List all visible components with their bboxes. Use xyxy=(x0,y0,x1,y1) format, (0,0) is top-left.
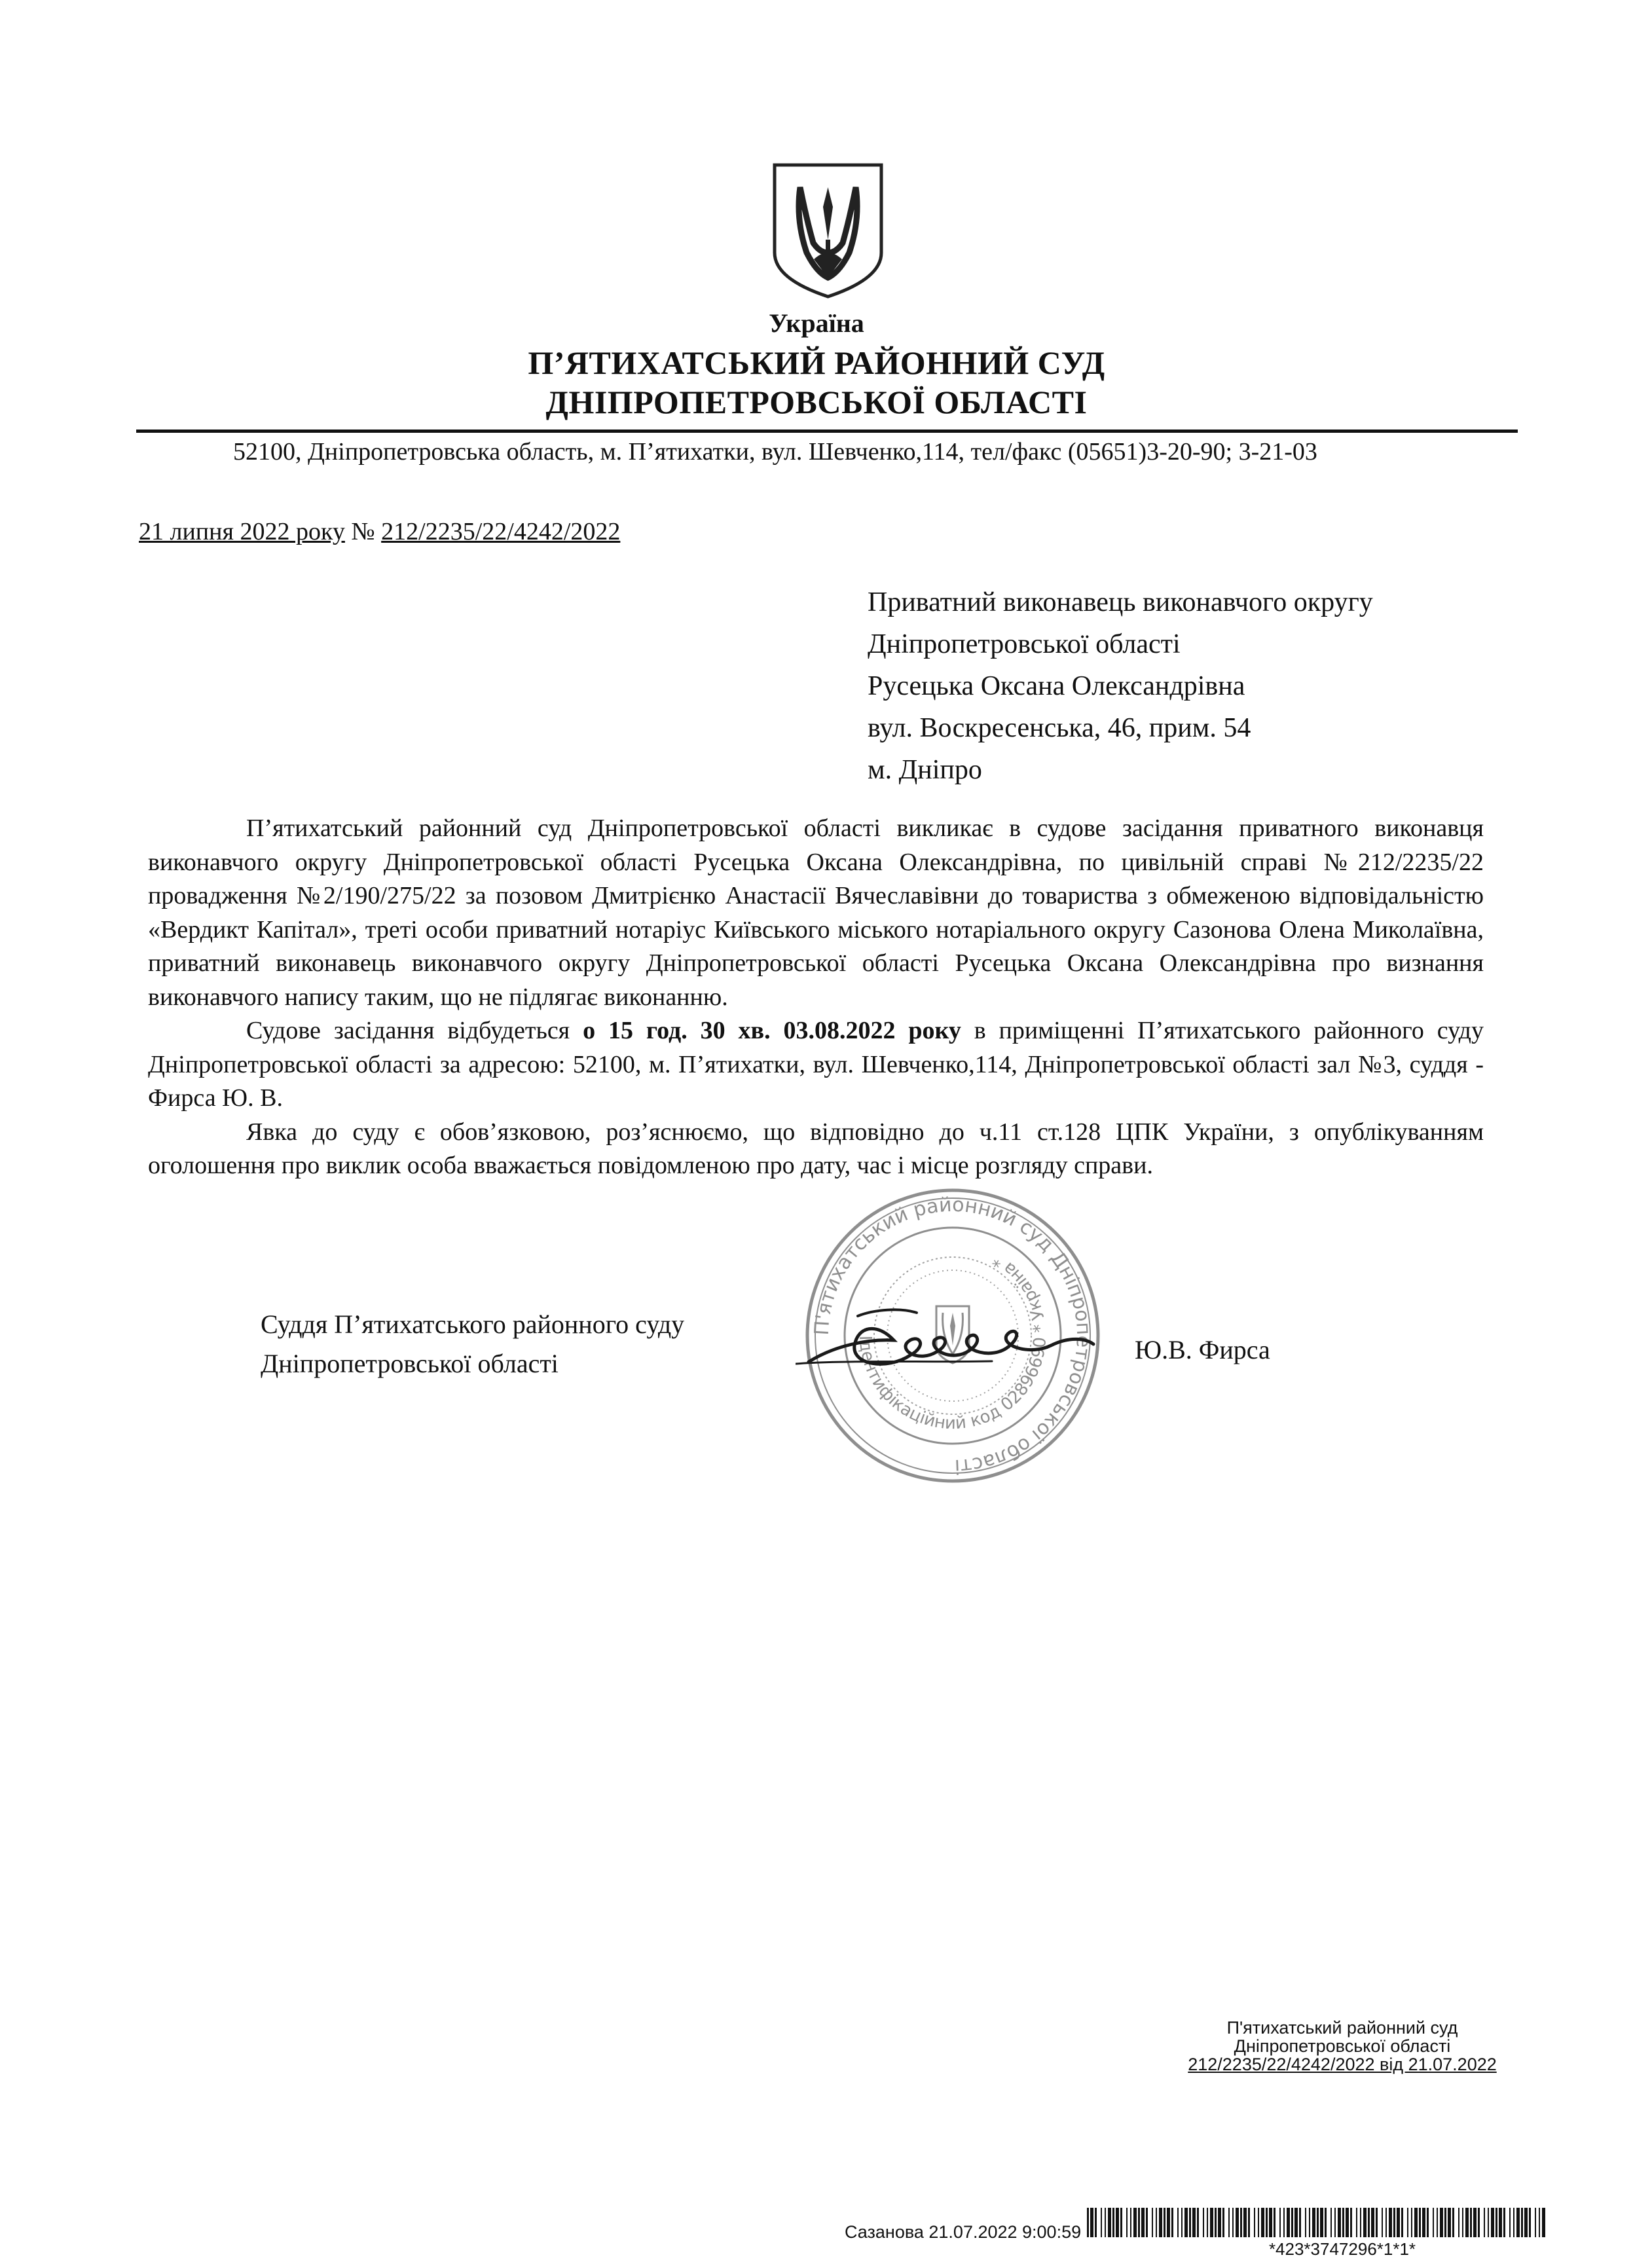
barcode-bar xyxy=(1269,2208,1272,2237)
barcode-bar xyxy=(1105,2208,1106,2237)
barcode-bar xyxy=(1197,2208,1199,2237)
handwritten-signature xyxy=(796,1300,1103,1385)
barcode-bar xyxy=(1539,2208,1540,2237)
barcode-bar xyxy=(1130,2208,1131,2237)
barcode-bar xyxy=(1274,2208,1275,2237)
hearing-datetime: о 15 год. 30 хв. 03.08.2022 року xyxy=(583,1017,961,1044)
barcode-bar xyxy=(1309,2208,1310,2237)
barcode-bar xyxy=(1095,2208,1097,2237)
barcode-bar xyxy=(1222,2208,1224,2237)
barcode-bar xyxy=(1189,2208,1191,2237)
barcode-bar xyxy=(1243,2208,1247,2237)
barcode-bar xyxy=(1346,2208,1349,2237)
barcode-bar xyxy=(1152,2208,1153,2237)
barcode-bar xyxy=(1524,2208,1528,2237)
hearing-text-start: Судове засідання відбудеться xyxy=(246,1017,583,1044)
barcode-bar xyxy=(1385,2208,1387,2237)
barcode-bar xyxy=(1126,2208,1128,2237)
barcode-bar xyxy=(1368,2208,1370,2237)
barcode-bar xyxy=(1419,2208,1421,2237)
barcode-bar xyxy=(1465,2208,1469,2237)
barcode-bar xyxy=(1112,2208,1114,2237)
barcode-bar xyxy=(1138,2208,1140,2237)
barcode-bar xyxy=(1294,2208,1298,2237)
barcode-bar xyxy=(1181,2208,1183,2237)
recipient-line: Приватний виконавець виконавчого округу xyxy=(868,587,1373,617)
court-name-heading: П’ЯТИХАТСЬКИЙ РАЙОННИЙ СУД xyxy=(528,344,1105,381)
recipient-line: Русецька Оксана Олександрівна xyxy=(868,671,1245,701)
barcode-bar xyxy=(1462,2208,1463,2237)
signatory-name: Ю.В. Фирса xyxy=(1135,1335,1270,1364)
barcode-bar xyxy=(1513,2208,1514,2237)
barcode-bar xyxy=(1210,2208,1213,2237)
barcode-bar xyxy=(1159,2208,1162,2237)
registration-user-timestamp: Сазанова 21.07.2022 9:00:59 xyxy=(845,2222,1082,2242)
barcode-bar xyxy=(1458,2208,1459,2237)
barcode-bar xyxy=(1499,2208,1502,2237)
barcode-bar xyxy=(1325,2208,1327,2237)
barcode-bar xyxy=(1248,2208,1250,2237)
barcode-bar xyxy=(1090,2208,1093,2237)
barcode-bar xyxy=(1414,2208,1418,2237)
barcode-bar xyxy=(1312,2208,1315,2237)
barcode-bar xyxy=(1488,2208,1489,2237)
barcode-bar xyxy=(1164,2208,1165,2237)
barcode-bar xyxy=(1495,2208,1497,2237)
barcode-bar xyxy=(1283,2208,1285,2237)
barcode-bar xyxy=(1478,2208,1480,2237)
barcode-bar xyxy=(1266,2208,1268,2237)
barcode-bar xyxy=(1411,2208,1412,2237)
barcode-bar xyxy=(1330,2208,1332,2237)
barcode-bar xyxy=(1141,2208,1145,2237)
barcode-bar xyxy=(1232,2208,1234,2237)
barcode-bar xyxy=(1334,2208,1336,2237)
barcode-bar xyxy=(1299,2208,1301,2237)
barcode-bar xyxy=(1146,2208,1148,2237)
barcode-bar xyxy=(1108,2208,1111,2237)
barcode-bar xyxy=(1116,2208,1119,2237)
barcode-bar xyxy=(1433,2208,1434,2237)
barcode-bar xyxy=(1427,2208,1429,2237)
stamp-inner-text: Ідентифікаційний код 02896690 * Україна * xyxy=(854,1250,1051,1434)
barcode-bar xyxy=(1535,2208,1536,2237)
barcode-bar xyxy=(1261,2208,1264,2237)
barcode-bar xyxy=(1376,2208,1378,2237)
barcode-bar xyxy=(1393,2208,1395,2237)
barcode-bar xyxy=(1363,2208,1367,2237)
barcode-bar xyxy=(1350,2208,1352,2237)
barcode-bar xyxy=(1448,2208,1451,2237)
barcode-bar xyxy=(1087,2208,1089,2237)
barcode-bar xyxy=(1184,2208,1188,2237)
barcode-bar xyxy=(1542,2208,1545,2237)
barcode-bar xyxy=(1203,2208,1204,2237)
barcode-bar xyxy=(1279,2208,1281,2237)
barcode-bar xyxy=(1407,2208,1408,2237)
barcode-bar xyxy=(1254,2208,1255,2237)
barcode-bar xyxy=(1360,2208,1361,2237)
barcode-bar xyxy=(1101,2208,1102,2237)
barcode-bar xyxy=(1320,2208,1323,2237)
recipient-line: Дніпропетровської області xyxy=(868,629,1181,659)
barcode-bar xyxy=(1452,2208,1454,2237)
signatory-position xyxy=(261,1305,684,1383)
barcode-bar xyxy=(1171,2208,1173,2237)
barcode-bar xyxy=(1192,2208,1196,2237)
registration-court: П'ятихатський районний суд xyxy=(1226,2018,1458,2038)
barcode-bar xyxy=(1389,2208,1392,2237)
court-address: 52100, Дніпропетровська область, м. П’ятихатки, вул. Шевченко,114, тел/факс (05651)3-20-90; 3-21-03 xyxy=(233,438,1317,466)
barcode-bar xyxy=(1207,2208,1208,2237)
stamp-outer-text: П'ятихатський районний суд Дніпропетровської області xyxy=(810,1193,1095,1478)
barcode-bar xyxy=(1470,2208,1472,2237)
barcode xyxy=(1087,2208,1545,2237)
barcode-bar xyxy=(1401,2208,1403,2237)
reference-date: 21 липня 2022 року xyxy=(139,518,345,545)
barcode-bar xyxy=(1473,2208,1477,2237)
registration-number: 212/2235/22/4242/2022 від 21.07.2022 xyxy=(1188,2055,1497,2074)
barcode-bar xyxy=(1305,2208,1306,2237)
barcode-bar xyxy=(1382,2208,1383,2237)
barcode-bar xyxy=(1258,2208,1259,2237)
barcode-bar xyxy=(1228,2208,1230,2237)
header-divider xyxy=(136,430,1518,433)
barcode-bar xyxy=(1484,2208,1485,2237)
barcode-bar xyxy=(1338,2208,1341,2237)
barcode-bar xyxy=(1133,2208,1137,2237)
registration-block xyxy=(1152,2019,1532,2074)
barcode-bar xyxy=(1215,2208,1217,2237)
barcode-bar xyxy=(1397,2208,1400,2237)
barcode-bar xyxy=(1342,2208,1344,2237)
barcode-bar xyxy=(1491,2208,1494,2237)
document-reference xyxy=(139,517,620,546)
barcode-bar xyxy=(1287,2208,1290,2237)
barcode-bar xyxy=(1503,2208,1505,2237)
barcode-text: *423*3747296*1*1* xyxy=(1268,2239,1416,2259)
country-heading: Україна xyxy=(769,308,864,338)
barcode-bar xyxy=(1509,2208,1511,2237)
barcode-bar xyxy=(1120,2208,1122,2237)
barcode-bar xyxy=(1521,2208,1523,2237)
recipient-block xyxy=(868,581,1373,791)
body-paragraph-attendance: Явка до суду є обов’язковою, роз’яснюємо, що відповідно до ч.11 ст.128 ЦПК України, з опублікуванням оголошення про виклик особа вважається повідомленою про дату, час і місце розгляду справи. xyxy=(148,1118,1484,1179)
barcode-bar xyxy=(1236,2208,1239,2237)
recipient-line: м. Дніпро xyxy=(868,755,982,785)
barcode-bar xyxy=(1240,2208,1242,2237)
body-paragraph-summons: П’ятихатський районний суд Дніпропетровської області викликає в судове засідання приватного виконавця виконавчого округу Дніпропетровської області Русецька Оксана Олександрівна, по цивільній справі №212/2235/22 провадження №2/190/275/22 за позовом Дмитрієнко Анастасії Вячеславівни до товариства з обмеженою відповідальністю «Вердикт Капітал», треті особи приватний нотаріус Київського міського нотаріального округу Сазонова Олена Миколаївна, приватний виконавець виконавчого округу Дніпропетровської області Русецька Оксана Олександрівна про визнання виконавчого напису таким, що не підлягає виконанню. xyxy=(148,814,1484,1011)
barcode-bar xyxy=(1440,2208,1443,2237)
summons-body xyxy=(148,812,1484,1183)
barcode-bar xyxy=(1529,2208,1531,2237)
coat-of-arms-icon xyxy=(771,161,885,301)
signatory-position-line: Суддя П’ятихатського районного суду xyxy=(261,1309,685,1339)
barcode-bar xyxy=(1371,2208,1374,2237)
reference-number: 212/2235/22/4242/2022 xyxy=(381,518,621,545)
hearing-text-end: в приміщенні П’ятихатського районного суду Дніпропетровської області за адресою: 52100, м. П’ятихатки, вул. Шевченко,114, Дніпропетровської області зал №3, суддя - Фирса Ю. В. xyxy=(148,1017,1484,1112)
barcode-bar xyxy=(1356,2208,1357,2237)
barcode-bar xyxy=(1167,2208,1170,2237)
recipient-line: вул. Воскресенська, 46, прим. 54 xyxy=(868,713,1251,743)
barcode-bar xyxy=(1317,2208,1319,2237)
barcode-bar xyxy=(1156,2208,1157,2237)
reference-number-prefix: № xyxy=(351,518,375,545)
barcode-bar xyxy=(1444,2208,1446,2237)
signatory-position-line: Дніпропетровської області xyxy=(261,1349,559,1378)
barcode-bar xyxy=(1177,2208,1179,2237)
barcode-bar xyxy=(1218,2208,1221,2237)
barcode-bar xyxy=(1291,2208,1293,2237)
body-paragraph-hearing xyxy=(148,1014,1484,1116)
barcode-bar xyxy=(1516,2208,1520,2237)
registration-region: Дніпропетровської області xyxy=(1234,2036,1451,2056)
barcode-bar xyxy=(1437,2208,1438,2237)
court-region-heading: ДНІПРОПЕТРОВСЬКОЇ ОБЛАСТІ xyxy=(545,384,1088,420)
barcode-bar xyxy=(1422,2208,1425,2237)
